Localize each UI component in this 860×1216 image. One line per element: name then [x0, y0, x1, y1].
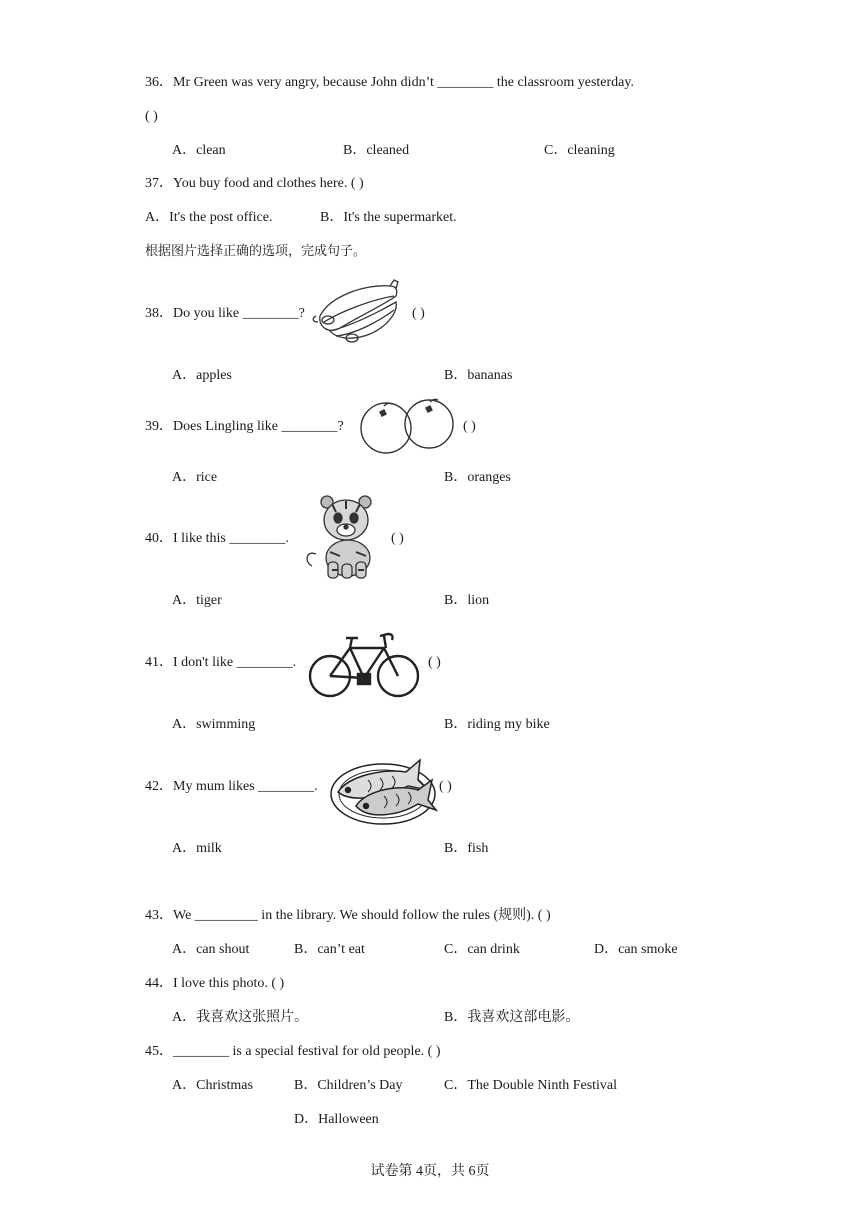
question-43-option-d: D．can smoke [594, 942, 678, 957]
question-42-answer-blank: ( ) [439, 779, 452, 794]
question-42-option-a: A．milk [172, 841, 222, 856]
question-36-option-a: A．clean [172, 143, 226, 158]
question-41-answer-blank: ( ) [428, 655, 441, 670]
question-41-option-a: A．swimming [172, 717, 256, 732]
question-38-answer-blank: ( ) [412, 306, 425, 321]
question-44-stem: 44．I love this photo. ( ) [145, 976, 285, 991]
question-41-stem: 41．I don't like ________. [145, 655, 297, 670]
question-41-option-b: B．riding my bike [444, 717, 550, 732]
question-40-answer-blank: ( ) [391, 531, 404, 546]
oranges-icon [356, 396, 456, 456]
question-40-option-b: B．lion [444, 593, 490, 608]
question-42-option-b: B．fish [444, 841, 489, 856]
question-38-option-a: A．apples [172, 368, 232, 383]
question-36-stem: 36．Mr Green was very angry, because John didn’t ________ the classroom yesterday. [145, 75, 634, 90]
bicycle-icon [306, 626, 422, 702]
question-36-answer-blank: ( ) [145, 109, 158, 124]
section-instruction: 根据图片选择正确的选项，完成句子。 [145, 244, 367, 259]
question-43-stem: 43．We _________ in the library. We should follow the rules (规则). ( ) [145, 908, 551, 923]
question-37-stem: 37．You buy food and clothes here. ( ) [145, 176, 364, 191]
question-36-option-b: B．cleaned [343, 143, 410, 158]
question-37-option-a: A．It's the post office. [145, 210, 273, 225]
question-45-option-a: A．Christmas [172, 1078, 253, 1093]
question-39-option-b: B．oranges [444, 470, 511, 485]
question-38-option-b: B．bananas [444, 368, 513, 383]
tiger-icon [302, 492, 382, 582]
question-45-option-d: D．Halloween [294, 1112, 379, 1127]
fish-plate-icon [328, 750, 438, 828]
question-39-stem: 39．Does Lingling like ________? [145, 419, 344, 434]
question-36-option-c: C．cleaning [544, 143, 615, 158]
question-40-stem: 40．I like this ________. [145, 531, 289, 546]
question-37-option-b: B．It's the supermarket. [320, 210, 457, 225]
question-38-stem: 38．Do you like ________? [145, 306, 305, 321]
question-44-option-b: B．我喜欢这部电影。 [444, 1010, 580, 1025]
question-39-option-a: A．rice [172, 470, 218, 485]
question-39-answer-blank: ( ) [463, 419, 476, 434]
question-40-option-a: A．tiger [172, 593, 222, 608]
question-44-option-a: A．我喜欢这张照片。 [172, 1010, 309, 1025]
page-footer: 试卷第 4页，共 6页 [370, 1164, 490, 1179]
question-43-option-a: A．can shout [172, 942, 250, 957]
question-43-option-c: C．can drink [444, 942, 520, 957]
question-43-option-b: B．can’t eat [294, 942, 365, 957]
question-45-option-c: C．The Double Ninth Festival [444, 1078, 618, 1093]
bananas-icon [310, 276, 402, 346]
question-45-stem: 45．________ is a special festival for old people. ( ) [145, 1044, 441, 1059]
question-45-option-b: B．Children’s Day [294, 1078, 403, 1093]
question-42-stem: 42．My mum likes ________. [145, 779, 318, 794]
